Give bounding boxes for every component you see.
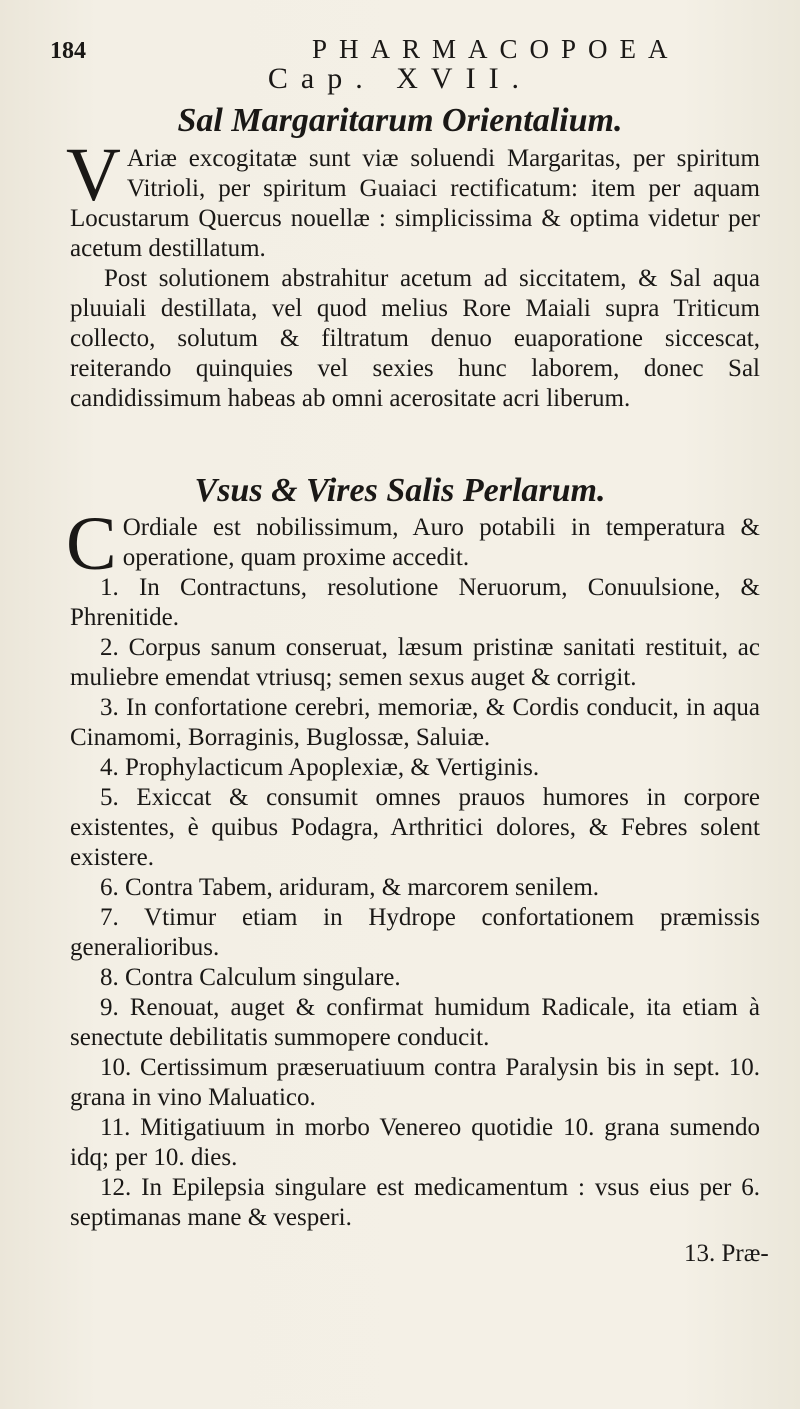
paragraph-preparation: [66, 133, 760, 264]
section-title-usus-vires: Vsus & Vires Salis Perlarum.: [194, 472, 606, 509]
list-item: 3. In confortatione cerebri, memoriæ, & Cordis conducit, in aqua Cinamomi, Borraginis, Buglossæ, Saluiæ.: [70, 694, 760, 751]
list-item: 4. Prophylacticum Apoplexiæ, & Vertiginis.: [100, 754, 540, 781]
chapter-heading: Cap. XVII.: [267, 62, 533, 95]
catchword: 13. Præ-: [684, 1240, 769, 1267]
section-body-sal-margaritarum: [66, 133, 760, 414]
paragraph-intro: [66, 502, 760, 586]
running-title: PHARMACOPOEA: [312, 34, 680, 64]
section-title-sal-margaritarum: Sal Margaritarum Orientalium.: [177, 102, 623, 139]
list-item: 5. Exiccat & consumit omnes prauos humores in corpore existentes, è quibus Podagra, Arthritici dolores, & Febres solent existere.: [70, 784, 760, 871]
page-number: 184: [50, 38, 86, 64]
list-item: 6. Contra Tabem, ariduram, & marcorem senilem.: [100, 874, 600, 901]
list-item: 7. Vtimur etiam in Hydrope confortationem præmissis generalioribus.: [70, 904, 760, 961]
list-item: 10. Certissimum præseruatiuum contra Paralysin bis in sept. 10. grana in vino Maluatico.: [70, 1054, 760, 1111]
list-item: 11. Mitigatiuum in morbo Venereo quotidie 10. grana sumendo idq; per 10. dies.: [70, 1114, 760, 1171]
list-item: 1. In Contractuns, resolutione Neruorum, Conuulsione, & Phrenitide.: [70, 574, 760, 631]
drop-cap: C: [66, 502, 117, 586]
list-item: 8. Contra Calculum singulare.: [100, 964, 401, 991]
paragraph-text: Ariæ excogitatæ sunt viæ soluendi Margaritas, per spiritum Vitrioli, per spiritum Guaiaci rectificatum: item per aquam Locustarum Quercus nouellæ : simplicissima & optima videtur per acetum destillatum.: [70, 145, 760, 262]
list-item: 9. Renouat, auget & confirmat humidum Radicale, ita etiam à senectute debilitatis summopere conducit.: [70, 994, 760, 1051]
list-item: 2. Corpus sanum conseruat, læsum pristinæ sanitati restituit, ac muliebre emendat vtriusq; semen sexus auget & corrigit.: [70, 634, 760, 691]
paragraph-procedure: Post solutionem abstrahitur acetum ad siccitatem, & Sal aqua pluuiali destillata, vel quod melius Rore Maiali supra Triticum collecto, solutum & filtratum denuo euaporatione siccescat, reiterando quinquies vel sexies hunc laborem, donec Sal candidissimum habeas ab omni acerositate acri liberum.: [70, 265, 760, 412]
drop-cap: V: [66, 133, 121, 217]
list-item: 12. In Epilepsia singulare est medicamentum : vsus eius per 6. septimanas mane & vesperi.: [70, 1174, 760, 1231]
section-body-usus-vires: [66, 502, 760, 1233]
paragraph-text: Ordiale est nobilissimum, Auro potabili in temperatura & operatione, quam proxime accedit.: [122, 514, 760, 571]
